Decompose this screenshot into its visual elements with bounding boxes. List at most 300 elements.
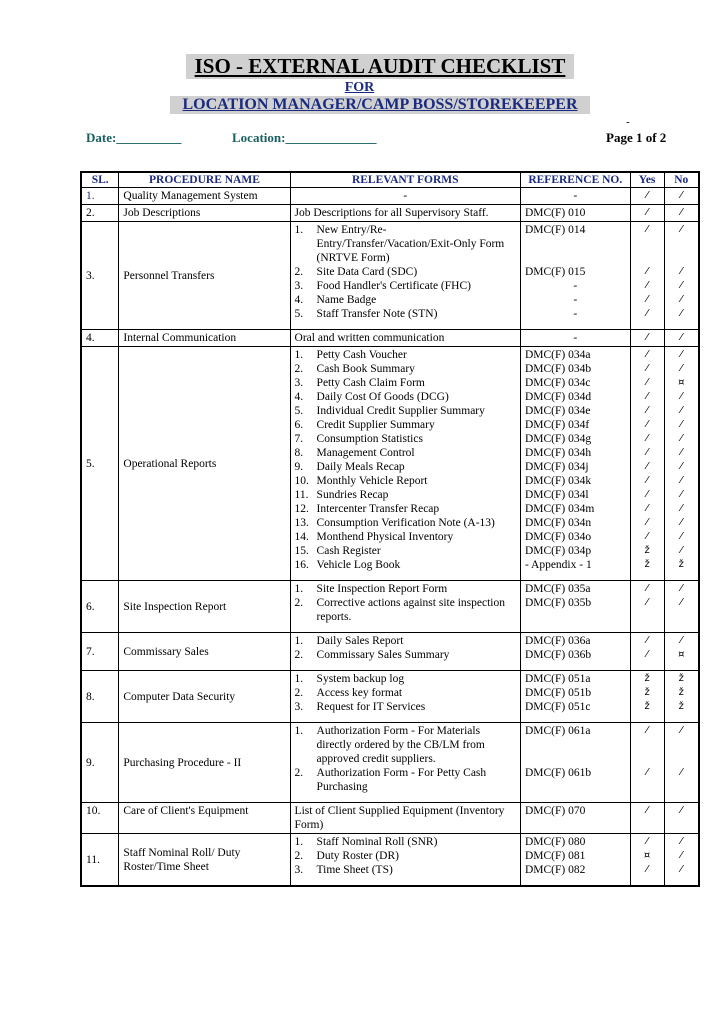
form-name: Intercenter Transfer Recap xyxy=(316,503,440,515)
form-number: 2. xyxy=(294,597,304,609)
col-header-no: No xyxy=(664,172,699,188)
row-serial: 3. xyxy=(81,222,119,330)
form-number: 2. xyxy=(294,687,304,699)
row-procedure-name: Site Inspection Report xyxy=(119,581,290,633)
title-for: FOR xyxy=(344,80,375,95)
form-list-item xyxy=(295,863,516,877)
row-no-mark-value: ⁄ xyxy=(680,461,683,472)
row-reference xyxy=(520,723,630,803)
form-name: Management Control xyxy=(316,447,415,459)
col-header-yes: Yes xyxy=(630,172,664,188)
form-list-item xyxy=(295,648,516,662)
form-number: 3. xyxy=(294,280,304,292)
form-name: System backup log xyxy=(316,673,405,685)
row-yes-mark xyxy=(630,188,664,205)
row-yes-mark-value: ⁄ xyxy=(646,349,648,360)
row-no-mark-value: ⁄ xyxy=(680,419,683,430)
form-name: Authorization Form - For Petty Cash Purchasing xyxy=(316,767,487,793)
row-reference-value: DMC(F) 061a xyxy=(524,725,591,737)
row-reference-value: - xyxy=(573,190,578,202)
form-number: 10. xyxy=(294,475,309,487)
table-row xyxy=(81,723,699,803)
row-reference-value: DMC(F) 051b xyxy=(524,687,592,699)
page-dash: - xyxy=(626,116,630,128)
col-header-forms: RELEVANT FORMS xyxy=(290,172,520,188)
form-list-item xyxy=(295,362,516,376)
row-no-mark-value: ⁄ xyxy=(680,266,683,277)
form-name: Staff Nominal Roll (SNR) xyxy=(316,836,438,848)
row-yes-mark-value: ⁄ xyxy=(646,280,648,291)
form-list-item xyxy=(295,390,516,404)
row-no-mark-value: ž xyxy=(678,687,684,698)
form-list-item xyxy=(295,404,516,418)
form-list-item xyxy=(295,293,516,307)
form-number: 3. xyxy=(294,864,304,876)
row-procedure-name: Staff Nominal Roll/ Duty Roster/Time Sheet xyxy=(119,834,290,887)
form-list-item xyxy=(295,348,516,362)
form-list-item xyxy=(295,700,516,714)
row-reference-value: DMC(F) 034e xyxy=(524,405,591,417)
row-yes-mark-value: ⁄ xyxy=(646,635,648,646)
row-yes-mark-value: ⁄ xyxy=(646,447,648,458)
row-yes-mark-value: ⁄ xyxy=(646,503,648,514)
row-serial: 4. xyxy=(81,330,119,347)
row-no-mark-value: ž xyxy=(678,673,684,684)
row-yes-mark-value: ⁄ xyxy=(646,419,648,430)
row-reference-value: DMC(F) 034c xyxy=(524,377,591,389)
row-serial: 2. xyxy=(81,205,119,222)
form-list-item xyxy=(295,460,516,474)
row-yes-mark xyxy=(630,347,664,581)
row-no-mark-value: ⁄ xyxy=(680,308,683,319)
form-name: Daily Cost Of Goods (DCG) xyxy=(316,391,449,403)
row-reference xyxy=(520,347,630,581)
row-no-mark-value: ⁄ xyxy=(680,545,683,556)
form-number: 6. xyxy=(294,419,304,431)
row-yes-mark-value: ⁄ xyxy=(646,377,648,388)
document-title: ISO - EXTERNAL AUDIT CHECKLIST xyxy=(186,54,574,79)
date-label: Date:__________ xyxy=(86,130,182,145)
row-yes-mark-value: ž xyxy=(644,673,650,684)
row-yes-mark-value: ⁄ xyxy=(646,649,648,660)
form-list-item xyxy=(295,502,516,516)
row-yes-mark xyxy=(630,633,664,671)
row-reference-value: DMC(F) 081 xyxy=(524,850,586,862)
row-yes-mark-value: ⁄ xyxy=(646,475,648,486)
row-reference-value: DMC(F) 034k xyxy=(524,475,592,487)
row-yes-mark-value: ⁄ xyxy=(646,836,648,847)
row-reference-value: DMC(F) 034b xyxy=(524,363,592,375)
row-reference-value: DMC(F) 051c xyxy=(524,701,591,713)
form-name: Site Inspection Report Form xyxy=(316,583,448,595)
form-name: Vehicle Log Book xyxy=(316,559,401,571)
row-no-mark xyxy=(664,330,699,347)
form-number: 11. xyxy=(294,489,309,501)
row-yes-mark-value: ⁄ xyxy=(646,332,648,343)
row-yes-mark-value xyxy=(635,752,660,766)
row-reference-value: DMC(F) 034d xyxy=(524,391,592,403)
row-yes-mark-value: ⁄ xyxy=(646,805,648,816)
form-number: 5. xyxy=(294,405,304,417)
row-no-mark-value: ⁄ xyxy=(680,583,683,594)
row-yes-mark-value: ž xyxy=(644,687,650,698)
form-number: 15. xyxy=(294,545,309,557)
row-no-mark xyxy=(664,803,699,834)
form-name: Monthend Physical Inventory xyxy=(316,531,454,543)
row-yes-mark-value: ⁄ xyxy=(646,433,648,444)
form-list-item xyxy=(295,544,516,558)
row-procedure-name: Computer Data Security xyxy=(119,671,290,723)
row-reference xyxy=(520,330,630,347)
row-reference-value: DMC(F) 010 xyxy=(524,207,586,219)
row-relevant-forms xyxy=(290,347,520,581)
form-name: Duty Roster (DR) xyxy=(316,850,399,862)
table-row xyxy=(81,205,699,222)
form-name: Petty Cash Voucher xyxy=(316,349,407,361)
row-yes-mark-value: ⁄ xyxy=(646,725,648,736)
table-row xyxy=(81,222,699,330)
row-reference-value: DMC(F) 061b xyxy=(524,767,592,779)
table-header-row xyxy=(81,172,699,188)
row-procedure-name: Care of Client's Equipment xyxy=(119,803,290,834)
row-reference xyxy=(520,205,630,222)
row-reference-value: DMC(F) 036b xyxy=(524,649,592,661)
row-relevant-forms xyxy=(290,834,520,887)
form-number: 3. xyxy=(294,377,304,389)
row-serial: 7. xyxy=(81,633,119,671)
form-name: Staff Transfer Note (STN) xyxy=(316,308,438,320)
form-name: Authorization Form - For Materials directly ordered by the CB/LM from approved credit suppliers. xyxy=(316,725,485,765)
row-no-mark-value: ⁄ xyxy=(680,864,683,875)
form-name: Daily Sales Report xyxy=(316,635,404,647)
row-reference-value: DMC(F) 034f xyxy=(524,419,590,431)
form-name: Request for IT Services xyxy=(316,701,426,713)
row-serial: 5. xyxy=(81,347,119,581)
form-number: 1. xyxy=(294,836,304,848)
audit-checklist-table xyxy=(80,171,700,887)
form-number: 1. xyxy=(294,583,304,595)
form-list-item xyxy=(295,307,516,321)
row-relevant-forms: Oral and written communication xyxy=(290,330,520,347)
table-row xyxy=(81,803,699,834)
form-name: Site Data Card (SDC) xyxy=(316,266,418,278)
row-procedure-name: Quality Management System xyxy=(119,188,290,205)
form-name: New Entry/Re-Entry/Transfer/Vacation/Exit-Only Form (NRTVE Form) xyxy=(316,224,505,264)
row-reference-value: DMC(F) 036a xyxy=(524,635,591,647)
form-list-item xyxy=(295,672,516,686)
row-procedure-name: Job Descriptions xyxy=(119,205,290,222)
row-relevant-forms: List of Client Supplied Equipment (Inventory Form) xyxy=(290,803,520,834)
row-reference-value: DMC(F) 015 xyxy=(524,266,586,278)
form-name: Credit Supplier Summary xyxy=(316,419,435,431)
row-reference-value: DMC(F) 014 xyxy=(524,224,586,236)
form-list-item xyxy=(295,446,516,460)
row-no-mark-value: ⁄ xyxy=(680,597,683,608)
form-list-item xyxy=(295,418,516,432)
row-no-mark-value: ⁄ xyxy=(680,294,683,305)
row-relevant-forms: - xyxy=(290,188,520,205)
row-yes-mark-value xyxy=(635,237,660,251)
row-reference xyxy=(520,581,630,633)
row-no-mark-value: ⁄ xyxy=(680,725,683,736)
row-no-mark-value: ⁄ xyxy=(680,224,683,235)
table-row xyxy=(81,633,699,671)
form-list-item xyxy=(295,279,516,293)
row-yes-mark-value: ⁄ xyxy=(646,266,648,277)
form-name: Access key format xyxy=(316,687,403,699)
page-number: Page 1 of 2 xyxy=(606,130,667,145)
row-serial: 11. xyxy=(81,834,119,887)
row-procedure-name: Commissary Sales xyxy=(119,633,290,671)
form-list-item xyxy=(295,835,516,849)
row-yes-mark-value: ⁄ xyxy=(646,391,648,402)
row-no-mark-value: ⁄ xyxy=(680,850,683,861)
form-name: Corrective actions against site inspection reports. xyxy=(316,597,505,623)
row-reference-value: - Appendix - 1 xyxy=(524,559,592,571)
form-list-item xyxy=(295,558,516,572)
row-serial: 6. xyxy=(81,581,119,633)
form-name: Monthly Vehicle Report xyxy=(316,475,428,487)
form-number: 2. xyxy=(294,850,304,862)
form-number: 1. xyxy=(294,725,304,737)
form-list-item xyxy=(295,223,516,265)
row-yes-mark xyxy=(630,803,664,834)
row-serial: 8. xyxy=(81,671,119,723)
row-relevant-forms: Job Descriptions for all Supervisory Staff. xyxy=(290,205,520,222)
row-yes-mark-value: ⁄ xyxy=(646,294,648,305)
row-reference-value: - xyxy=(573,332,578,344)
row-no-mark-value xyxy=(669,251,694,265)
row-no-mark-value: ¤ xyxy=(678,377,685,388)
form-number: 8. xyxy=(294,447,304,459)
form-list-item xyxy=(295,530,516,544)
row-no-mark-value: ¤ xyxy=(678,649,685,660)
row-yes-mark-value: ž xyxy=(644,545,650,556)
col-header-procedure: PROCEDURE NAME xyxy=(119,172,290,188)
row-no-mark-value xyxy=(669,237,694,251)
form-list-item xyxy=(295,849,516,863)
row-yes-mark-value: ⁄ xyxy=(646,363,648,374)
row-reference-value: DMC(F) 070 xyxy=(524,805,586,817)
form-number: 2. xyxy=(294,266,304,278)
form-name: Name Badge xyxy=(316,294,377,306)
row-yes-mark xyxy=(630,330,664,347)
row-serial: 10. xyxy=(81,803,119,834)
row-yes-mark xyxy=(630,834,664,887)
col-header-sl: SL. xyxy=(81,172,119,188)
row-no-mark xyxy=(664,205,699,222)
form-number: 1. xyxy=(294,635,304,647)
col-header-reference: REFERENCE NO. xyxy=(520,172,630,188)
row-no-mark-value: ⁄ xyxy=(680,517,683,528)
row-yes-mark-value: ⁄ xyxy=(646,517,648,528)
form-name: Cash Book Summary xyxy=(316,363,415,375)
row-reference-value: DMC(F) 035b xyxy=(524,597,592,609)
row-reference-value: DMC(F) 034n xyxy=(524,517,592,529)
table-row xyxy=(81,834,699,887)
form-number: 12. xyxy=(294,503,309,515)
form-name: Cash Register xyxy=(316,545,381,557)
row-relevant-forms xyxy=(290,581,520,633)
row-relevant-forms xyxy=(290,633,520,671)
row-yes-mark-value: ⁄ xyxy=(646,461,648,472)
form-number: 1. xyxy=(294,673,304,685)
table-row xyxy=(81,671,699,723)
row-reference xyxy=(520,633,630,671)
row-no-mark-value: ⁄ xyxy=(680,433,683,444)
row-no-mark xyxy=(664,834,699,887)
row-procedure-name: Personnel Transfers xyxy=(119,222,290,330)
form-number: 4. xyxy=(294,391,304,403)
form-number: 4. xyxy=(294,294,304,306)
row-reference-value: DMC(F) 034l xyxy=(524,489,589,501)
row-relevant-forms xyxy=(290,671,520,723)
form-list-item xyxy=(295,634,516,648)
row-yes-mark xyxy=(630,723,664,803)
row-yes-mark xyxy=(630,671,664,723)
row-no-mark-value: ⁄ xyxy=(680,363,683,374)
row-relevant-forms xyxy=(290,723,520,803)
table-row xyxy=(81,347,699,581)
row-reference xyxy=(520,803,630,834)
row-no-mark-value: ⁄ xyxy=(680,190,683,201)
row-yes-mark-value: ⁄ xyxy=(646,489,648,500)
form-number: 1. xyxy=(294,224,304,236)
form-name: Food Handler's Certificate (FHC) xyxy=(316,280,471,292)
form-name: Individual Credit Supplier Summary xyxy=(316,405,485,417)
document-subtitle: LOCATION MANAGER/CAMP BOSS/STOREKEEPER xyxy=(170,96,590,114)
form-list-item xyxy=(295,488,516,502)
row-no-mark-value: ⁄ xyxy=(680,805,683,816)
row-reference-value: DMC(F) 034a xyxy=(524,349,591,361)
form-name: Time Sheet (TS) xyxy=(316,864,393,876)
row-no-mark-value xyxy=(669,752,694,766)
form-list-item xyxy=(295,474,516,488)
row-yes-mark-value: ⁄ xyxy=(646,767,648,778)
location-label: Location:______________ xyxy=(232,130,377,145)
row-yes-mark-value: ⁄ xyxy=(646,583,648,594)
row-no-mark xyxy=(664,222,699,330)
row-yes-mark-value: ž xyxy=(644,701,650,712)
form-list-item xyxy=(295,265,516,279)
row-procedure-name: Operational Reports xyxy=(119,347,290,581)
row-reference-value xyxy=(525,251,626,265)
row-yes-mark-value: ¤ xyxy=(643,850,651,861)
row-reference-value: - xyxy=(573,294,578,306)
row-yes-mark-value: ⁄ xyxy=(646,864,648,875)
row-yes-mark-value: ⁄ xyxy=(646,224,648,235)
form-number: 1. xyxy=(294,349,304,361)
row-serial: 9. xyxy=(81,723,119,803)
row-reference-value: DMC(F) 034p xyxy=(524,545,592,557)
row-no-mark xyxy=(664,633,699,671)
row-no-mark xyxy=(664,723,699,803)
row-reference-value: DMC(F) 034m xyxy=(524,503,595,515)
table-row xyxy=(81,188,699,205)
row-reference-value xyxy=(525,738,626,752)
row-no-mark-value: ⁄ xyxy=(680,836,683,847)
form-number: 5. xyxy=(294,308,304,320)
form-number: 2. xyxy=(294,649,304,661)
form-list-item xyxy=(295,582,516,596)
form-list-item xyxy=(295,686,516,700)
form-number: 14. xyxy=(294,531,309,543)
row-no-mark-value: ⁄ xyxy=(680,489,683,500)
form-list-item xyxy=(295,516,516,530)
row-reference-value xyxy=(525,237,626,251)
row-yes-mark-value: ⁄ xyxy=(646,597,648,608)
form-name: Daily Meals Recap xyxy=(316,461,405,473)
form-list-item xyxy=(295,724,516,766)
row-reference-value xyxy=(525,752,626,766)
form-name: Petty Cash Claim Form xyxy=(316,377,425,389)
row-reference-value: DMC(F) 034g xyxy=(524,433,592,445)
form-number: 7. xyxy=(294,433,304,445)
row-yes-mark-value: ž xyxy=(644,559,650,570)
table-row xyxy=(81,581,699,633)
row-reference-value: DMC(F) 034j xyxy=(524,461,589,473)
row-no-mark-value: ⁄ xyxy=(680,280,683,291)
row-yes-mark-value: ⁄ xyxy=(646,405,648,416)
row-reference-value: DMC(F) 035a xyxy=(524,583,591,595)
row-no-mark-value: ⁄ xyxy=(680,332,683,343)
row-yes-mark-value: ⁄ xyxy=(646,190,648,201)
form-number: 3. xyxy=(294,701,304,713)
form-number: 13. xyxy=(294,517,309,529)
row-yes-mark xyxy=(630,581,664,633)
row-yes-mark-value: ⁄ xyxy=(646,308,648,319)
form-list-item xyxy=(295,766,516,794)
row-no-mark xyxy=(664,581,699,633)
row-yes-mark xyxy=(630,222,664,330)
row-no-mark xyxy=(664,347,699,581)
row-no-mark-value: ž xyxy=(678,701,684,712)
row-no-mark-value: ⁄ xyxy=(680,531,683,542)
form-list-item xyxy=(295,376,516,390)
form-name: Consumption Statistics xyxy=(316,433,423,445)
form-list-item xyxy=(295,596,516,624)
row-yes-mark-value: ⁄ xyxy=(646,531,648,542)
row-no-mark xyxy=(664,671,699,723)
row-reference-value: DMC(F) 082 xyxy=(524,864,586,876)
row-reference-value: - xyxy=(573,280,578,292)
row-no-mark-value: ⁄ xyxy=(680,447,683,458)
row-no-mark-value: ⁄ xyxy=(680,349,683,360)
row-reference-value: DMC(F) 080 xyxy=(524,836,586,848)
row-no-mark-value: ž xyxy=(678,559,684,570)
row-procedure-name: Purchasing Procedure - II xyxy=(119,723,290,803)
row-reference xyxy=(520,671,630,723)
form-name: Commissary Sales Summary xyxy=(316,649,450,661)
form-number: 2. xyxy=(294,767,304,779)
row-serial: 1. xyxy=(81,188,119,205)
row-no-mark-value: ⁄ xyxy=(680,391,683,402)
form-number: 16. xyxy=(294,559,309,571)
row-no-mark-value: ⁄ xyxy=(680,635,683,646)
row-yes-mark-value xyxy=(635,738,660,752)
row-no-mark-value: ⁄ xyxy=(680,767,683,778)
row-relevant-forms xyxy=(290,222,520,330)
row-no-mark-value: ⁄ xyxy=(680,475,683,486)
row-reference-value: DMC(F) 051a xyxy=(524,673,591,685)
row-reference xyxy=(520,834,630,887)
row-yes-mark-value xyxy=(635,251,660,265)
form-name: Sundries Recap xyxy=(316,489,389,501)
row-reference-value: DMC(F) 034o xyxy=(524,531,592,543)
row-no-mark-value: ⁄ xyxy=(680,405,683,416)
row-reference-value: DMC(F) 034h xyxy=(524,447,592,459)
row-yes-mark-value: ⁄ xyxy=(646,207,648,218)
